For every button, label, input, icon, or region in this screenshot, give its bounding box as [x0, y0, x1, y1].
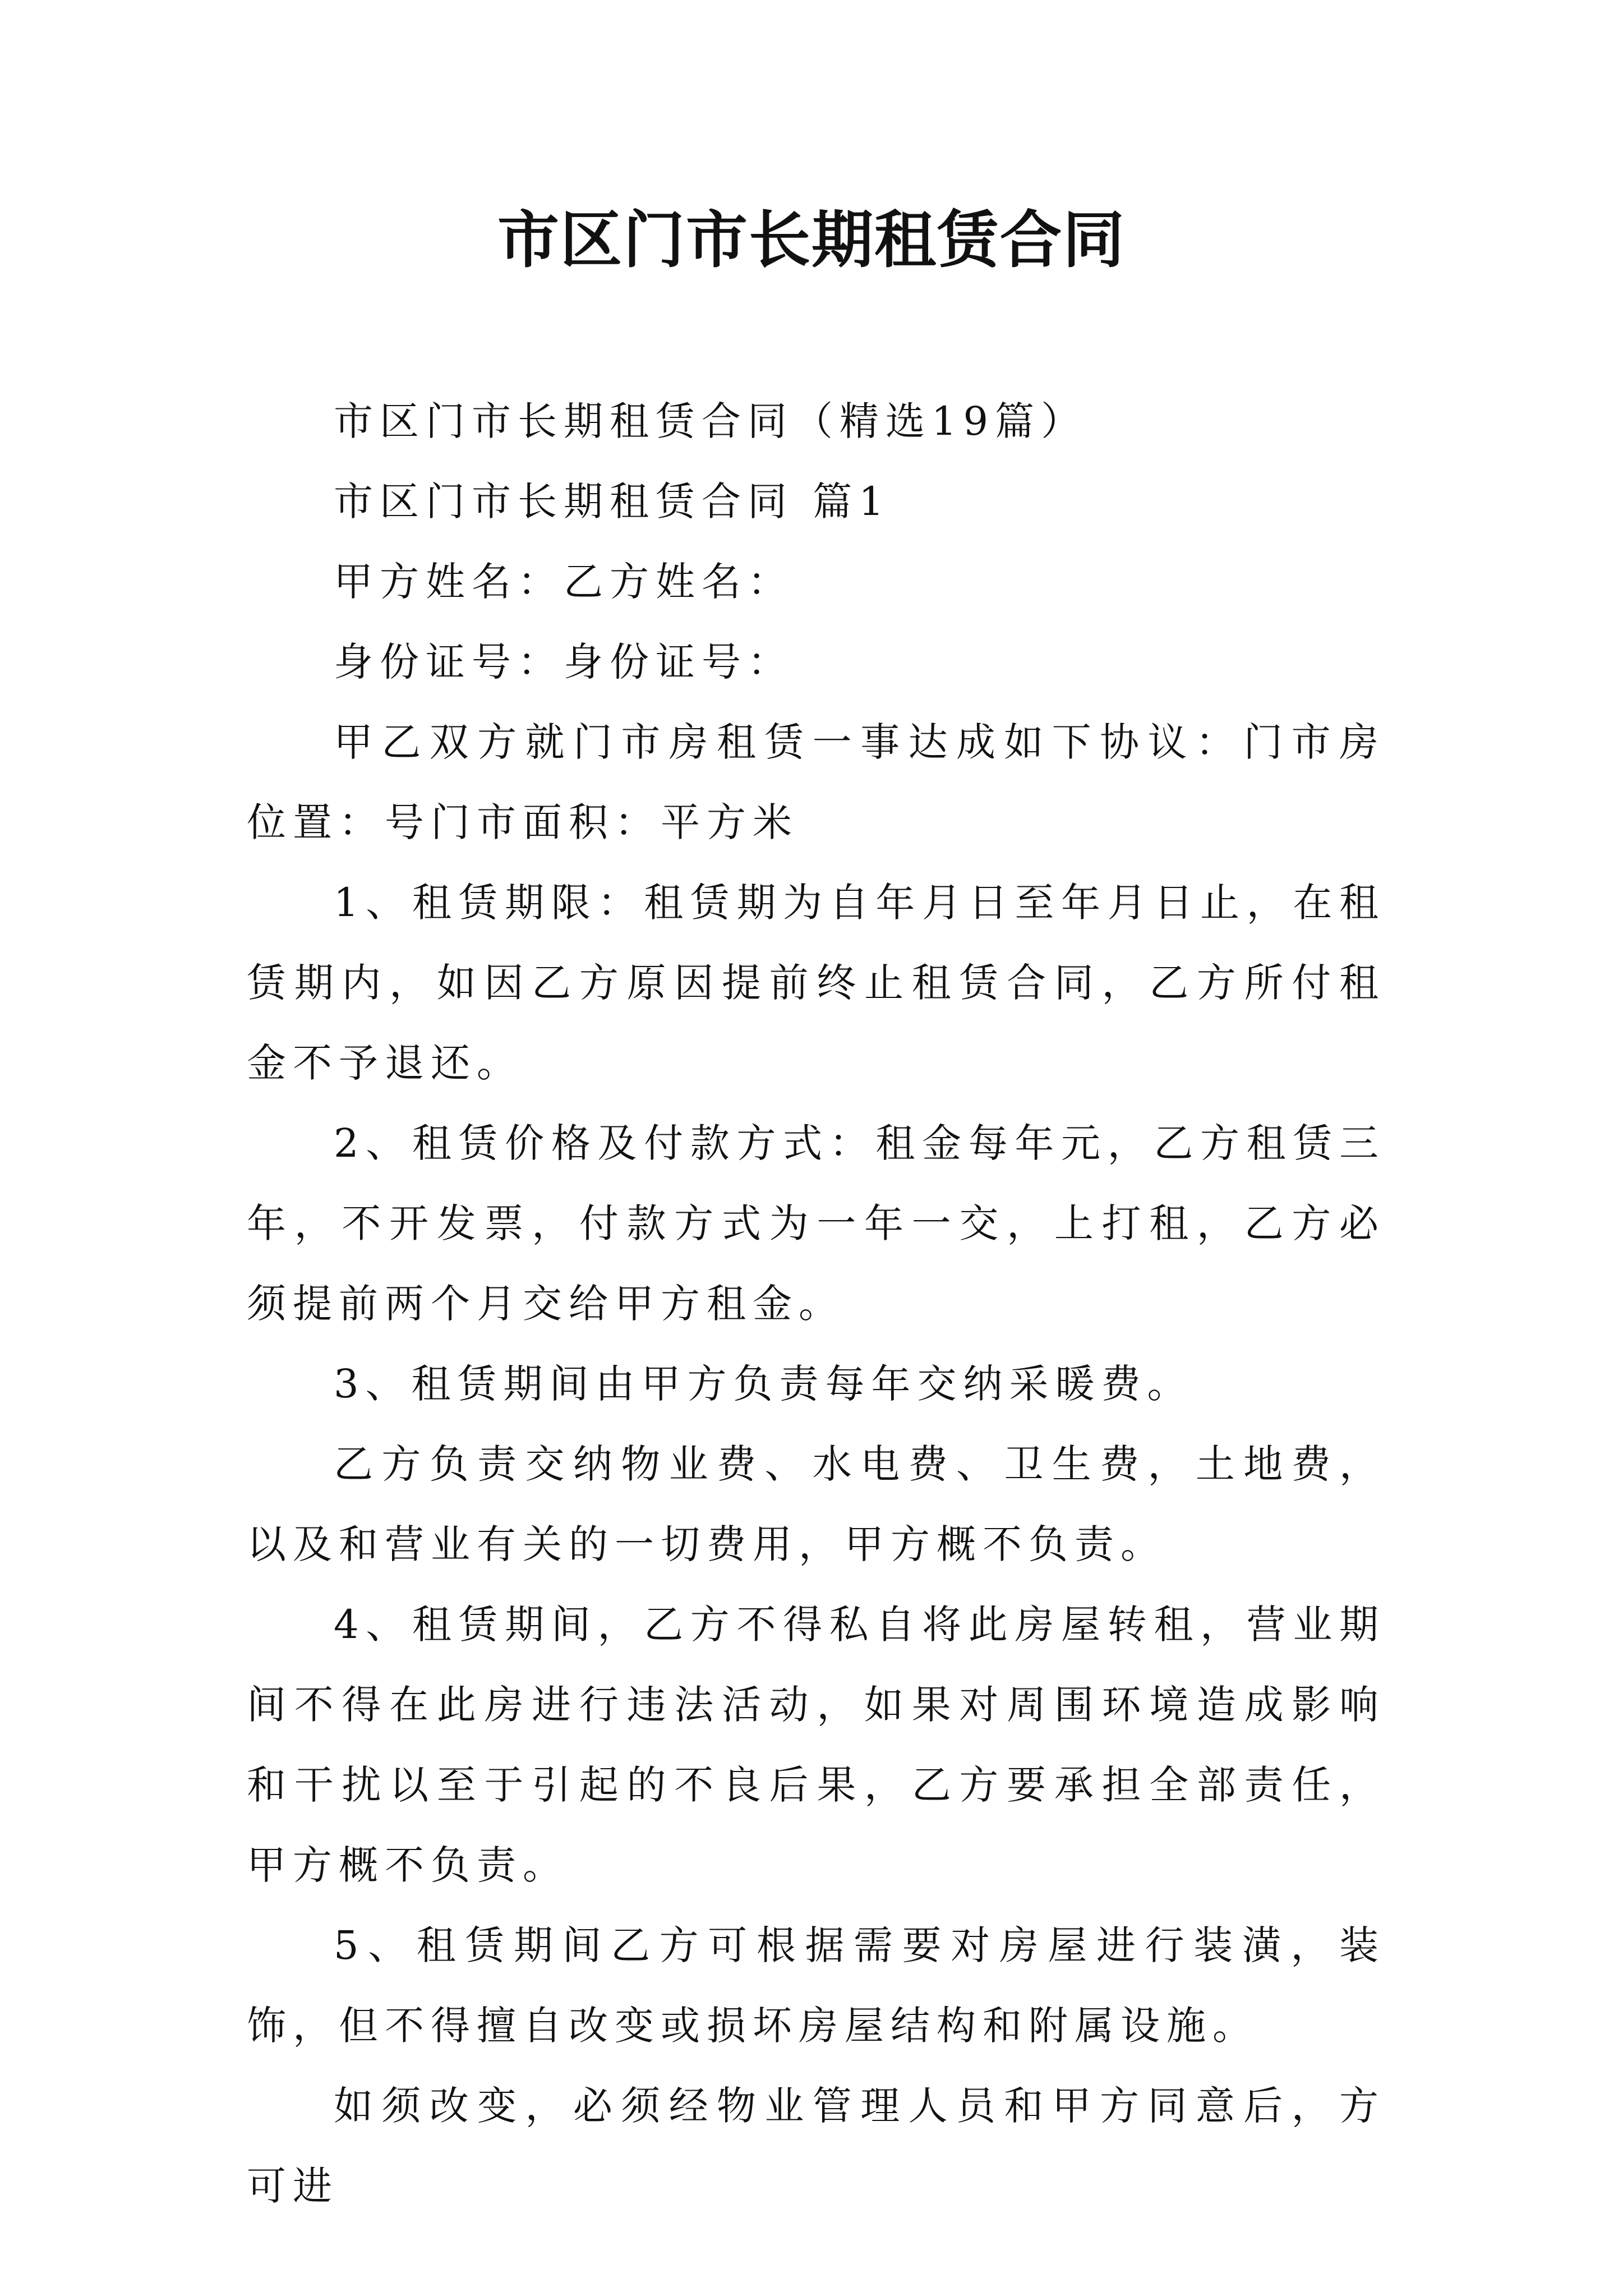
paragraph-clause-1: 1、租赁期限：租赁期为自年月日至年月日止，在租赁期内，如因乙方原因提前终止租赁合同，乙方所付租金不予退还。 [247, 880, 1385, 1086]
paragraph-section-heading: 市区门市长期租赁合同 篇1 [334, 478, 891, 524]
paragraph-clause-5: 5、租赁期间乙方可根据需要对房屋进行装潢，装饰，但不得擅自改变或损坏房屋结构和附属设施。 [247, 1922, 1385, 2049]
document-title: 市区门市长期租赁合同 [497, 204, 1126, 276]
paragraph-clause-4: 4、租赁期间，乙方不得私自将此房屋转租，营业期间不得在此房进行违法活动，如果对周围环境造成影响和干扰以至于引起的不良后果，乙方要承担全部责任，甲方概不负责。 [247, 1602, 1385, 1888]
paragraph-id-numbers: 身份证号：身份证号： [334, 639, 794, 685]
paragraph-clause-2: 2、租赁价格及付款方式：租金每年元，乙方租赁三年，不开发票，付款方式为一年一交，上打租，乙方必须提前两个月交给甲方租金。 [247, 1120, 1385, 1327]
document-body [247, 381, 1385, 2226]
paragraph-clause-5-cont: 如须改变，必须经物业管理人员和甲方同意后，方可进 [247, 2083, 1385, 2209]
paragraph-clause-3-cont: 乙方负责交纳物业费、水电费、卫生费，土地费，以及和营业有关的一切费用，甲方概不负责。 [247, 1441, 1385, 1567]
paragraph-clause-3: 3、租赁期间由甲方负责每年交纳采暖费。 [334, 1361, 1193, 1407]
paragraph-party-names: 甲方姓名：乙方姓名： [334, 559, 794, 605]
paragraph-subtitle: 市区门市长期租赁合同（精选19篇） [334, 398, 1087, 444]
paragraph-agreement-intro: 甲乙双方就门市房租赁一事达成如下协议：门市房位置：号门市面积：平方米 [247, 719, 1385, 845]
